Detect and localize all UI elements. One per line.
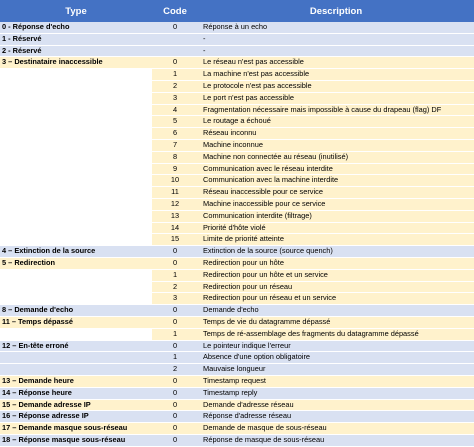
description-cell: Demande d'echo bbox=[198, 305, 474, 317]
description-cell: Absence d'une option obligatoire bbox=[198, 352, 474, 364]
type-cell-empty bbox=[0, 175, 152, 187]
table-row bbox=[0, 399, 474, 411]
description-cell: Temps de ré-assemblage des fragments du datagramme dépassé bbox=[198, 328, 474, 340]
table-row bbox=[0, 316, 474, 328]
code-cell: 0 bbox=[152, 375, 198, 387]
type-cell: 1 - Réservé bbox=[0, 33, 152, 45]
code-cell: 3 bbox=[152, 92, 198, 104]
description-cell: Redirection pour un réseau bbox=[198, 281, 474, 293]
code-cell: 7 bbox=[152, 139, 198, 151]
description-cell: Réseau inconnu bbox=[198, 128, 474, 140]
code-cell: 2 bbox=[152, 364, 198, 376]
table-row bbox=[0, 375, 474, 387]
type-cell-empty bbox=[0, 80, 152, 92]
type-cell: 3 – Destinataire inaccessible bbox=[0, 57, 152, 69]
type-cell: 5 – Redirection bbox=[0, 257, 152, 269]
code-cell: 8 bbox=[152, 151, 198, 163]
description-cell: - bbox=[198, 33, 474, 45]
table-row bbox=[0, 69, 474, 81]
code-cell: 2 bbox=[152, 281, 198, 293]
type-cell-empty bbox=[0, 234, 152, 246]
table-row bbox=[0, 139, 474, 151]
description-cell: Extinction de la source (source quench) bbox=[198, 246, 474, 258]
description-cell: Timestamp reply bbox=[198, 387, 474, 399]
description-cell: Le port n'est pas accessible bbox=[198, 92, 474, 104]
header-type: Type bbox=[0, 0, 152, 22]
type-cell-empty bbox=[0, 104, 152, 116]
header-code: Code bbox=[152, 0, 198, 22]
table-row bbox=[0, 234, 474, 246]
type-cell-empty bbox=[0, 128, 152, 140]
type-cell-empty bbox=[0, 198, 152, 210]
header-row bbox=[0, 0, 474, 22]
table-row bbox=[0, 293, 474, 305]
code-cell: 14 bbox=[152, 222, 198, 234]
table-row bbox=[0, 104, 474, 116]
description-cell: Mauvaise longueur bbox=[198, 364, 474, 376]
type-cell: 17 – Demande masque sous-réseau bbox=[0, 423, 152, 435]
type-cell-empty bbox=[0, 281, 152, 293]
code-cell: 11 bbox=[152, 187, 198, 199]
code-cell: 1 bbox=[152, 269, 198, 281]
table-row bbox=[0, 45, 474, 57]
table-row bbox=[0, 352, 474, 364]
description-cell: Machine non connectée au réseau (inutilisé) bbox=[198, 151, 474, 163]
description-cell: Timestamp request bbox=[198, 375, 474, 387]
table-row bbox=[0, 163, 474, 175]
description-cell: Fragmentation nécessaire mais impossible à cause du drapeau (flag) DF bbox=[198, 104, 474, 116]
code-cell: 10 bbox=[152, 175, 198, 187]
code-cell: 0 bbox=[152, 257, 198, 269]
table-row bbox=[0, 305, 474, 317]
code-cell bbox=[152, 33, 198, 45]
table-row bbox=[0, 423, 474, 435]
type-cell: 11 – Temps dépassé bbox=[0, 316, 152, 328]
code-cell: 12 bbox=[152, 198, 198, 210]
description-cell: Réponse d'adresse réseau bbox=[198, 411, 474, 423]
code-cell: 0 bbox=[152, 305, 198, 317]
code-cell: 0 bbox=[152, 246, 198, 258]
type-cell-empty bbox=[0, 92, 152, 104]
code-cell: 0 bbox=[152, 340, 198, 352]
description-cell: Réponse de masque de sous-réseau bbox=[198, 434, 474, 446]
type-cell: 16 – Réponse adresse IP bbox=[0, 411, 152, 423]
description-cell: Machine inconnue bbox=[198, 139, 474, 151]
description-cell: Machine inaccessible pour ce service bbox=[198, 198, 474, 210]
description-cell: Communication avec la machine interdite bbox=[198, 175, 474, 187]
code-cell: 0 bbox=[152, 387, 198, 399]
type-cell: 12 – En-tête erroné bbox=[0, 340, 152, 352]
table-row bbox=[0, 281, 474, 293]
description-cell: Redirection pour un hôte et un service bbox=[198, 269, 474, 281]
type-cell-empty bbox=[0, 151, 152, 163]
description-cell: Redirection pour un réseau et un service bbox=[198, 293, 474, 305]
description-cell: Le réseau n'est pas accessible bbox=[198, 57, 474, 69]
description-cell: La machine n'est pas accessible bbox=[198, 69, 474, 81]
code-cell: 0 bbox=[152, 399, 198, 411]
description-cell: Demande d'adresse réseau bbox=[198, 399, 474, 411]
code-cell: 2 bbox=[152, 80, 198, 92]
table-row bbox=[0, 151, 474, 163]
type-cell: 15 – Demande adresse IP bbox=[0, 399, 152, 411]
table-row bbox=[0, 411, 474, 423]
description-cell: Réponse à un echo bbox=[198, 22, 474, 33]
type-cell-empty bbox=[0, 328, 152, 340]
code-cell: 1 bbox=[152, 69, 198, 81]
description-cell: Demande de masque de sous-réseau bbox=[198, 423, 474, 435]
type-cell: 0 - Réponse d'echo bbox=[0, 22, 152, 33]
code-cell: 0 bbox=[152, 411, 198, 423]
table-row bbox=[0, 128, 474, 140]
table-row bbox=[0, 434, 474, 446]
type-cell-empty bbox=[0, 352, 152, 364]
table-row bbox=[0, 187, 474, 199]
table-row bbox=[0, 257, 474, 269]
code-cell: 0 bbox=[152, 423, 198, 435]
type-cell: 4 – Extinction de la source bbox=[0, 246, 152, 258]
type-cell-empty bbox=[0, 139, 152, 151]
code-cell: 0 bbox=[152, 57, 198, 69]
code-cell: 5 bbox=[152, 116, 198, 128]
table-row bbox=[0, 57, 474, 69]
table-row bbox=[0, 328, 474, 340]
table-header bbox=[0, 0, 474, 22]
description-cell: Limite de priorité atteinte bbox=[198, 234, 474, 246]
table-row bbox=[0, 198, 474, 210]
type-cell: 14 – Réponse heure bbox=[0, 387, 152, 399]
description-cell: Communication avec le réseau interdite bbox=[198, 163, 474, 175]
table-row bbox=[0, 269, 474, 281]
table-row bbox=[0, 33, 474, 45]
type-cell-empty bbox=[0, 163, 152, 175]
table-row bbox=[0, 364, 474, 376]
description-cell: Réseau inaccessible pour ce service bbox=[198, 187, 474, 199]
description-cell: - bbox=[198, 45, 474, 57]
description-cell: Le pointeur indique l'erreur bbox=[198, 340, 474, 352]
code-cell: 13 bbox=[152, 210, 198, 222]
code-cell: 1 bbox=[152, 352, 198, 364]
type-cell: 8 – Demande d'echo bbox=[0, 305, 152, 317]
table-row bbox=[0, 210, 474, 222]
code-cell: 0 bbox=[152, 316, 198, 328]
table-row bbox=[0, 116, 474, 128]
code-cell: 0 bbox=[152, 434, 198, 446]
code-cell: 15 bbox=[152, 234, 198, 246]
code-cell: 0 bbox=[152, 22, 198, 33]
table-row bbox=[0, 80, 474, 92]
table-row bbox=[0, 340, 474, 352]
type-cell-empty bbox=[0, 269, 152, 281]
code-cell: 3 bbox=[152, 293, 198, 305]
type-cell-empty bbox=[0, 293, 152, 305]
table-row bbox=[0, 222, 474, 234]
description-cell: Le routage a échoué bbox=[198, 116, 474, 128]
type-cell-empty bbox=[0, 69, 152, 81]
table-row bbox=[0, 22, 474, 33]
type-cell: 18 – Réponse masque sous-réseau bbox=[0, 434, 152, 446]
description-cell: Priorité d'hôte violé bbox=[198, 222, 474, 234]
table-row bbox=[0, 175, 474, 187]
description-cell: Le protocole n'est pas accessible bbox=[198, 80, 474, 92]
description-cell: Redirection pour un hôte bbox=[198, 257, 474, 269]
table-body bbox=[0, 22, 474, 446]
type-cell-empty bbox=[0, 116, 152, 128]
type-cell-empty bbox=[0, 210, 152, 222]
header-description: Description bbox=[198, 0, 474, 22]
table-row bbox=[0, 246, 474, 258]
type-cell: 13 – Demande heure bbox=[0, 375, 152, 387]
code-cell: 4 bbox=[152, 104, 198, 116]
table-row bbox=[0, 92, 474, 104]
description-cell: Communication interdite (filtrage) bbox=[198, 210, 474, 222]
code-cell bbox=[152, 45, 198, 57]
type-cell: 2 - Réservé bbox=[0, 45, 152, 57]
type-cell-empty bbox=[0, 364, 152, 376]
description-cell: Temps de vie du datagramme dépassé bbox=[198, 316, 474, 328]
code-cell: 6 bbox=[152, 128, 198, 140]
table-row bbox=[0, 387, 474, 399]
code-cell: 9 bbox=[152, 163, 198, 175]
type-cell-empty bbox=[0, 187, 152, 199]
type-cell-empty bbox=[0, 222, 152, 234]
code-cell: 1 bbox=[152, 328, 198, 340]
